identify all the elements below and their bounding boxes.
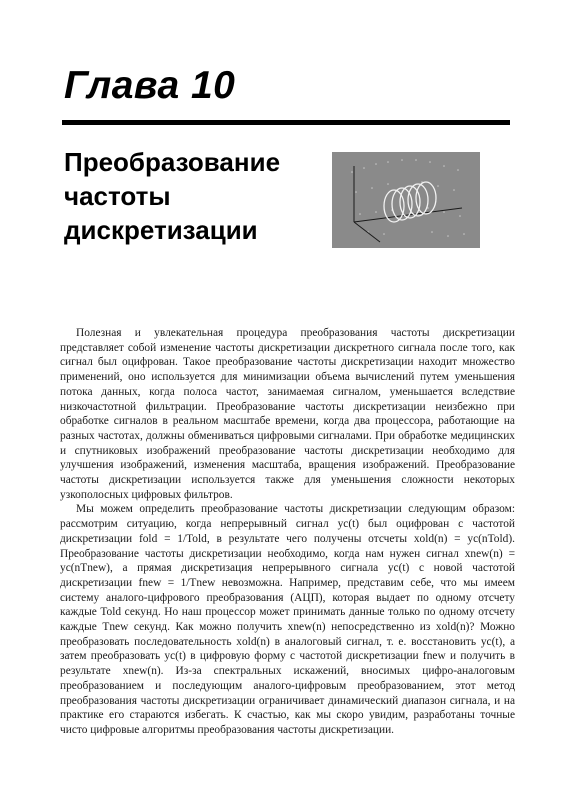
body-text [60, 326, 515, 738]
chapter-title [64, 145, 334, 247]
chapter-title-line-2: частоты [64, 181, 171, 211]
chapter-title-line-3: дискретизации [64, 215, 258, 245]
chapter-rule [62, 120, 510, 125]
paragraph-2: Мы можем определить преобразование частоты дискретизации следующим образом: рассмотрим ситуацию, когда непрерывный сигнал yc(t) был оцифрован с частотой дискретизации fold = 1/Told, в результате чего получены отсчеты xold(n) = yc(nTold). Преобразование частоты дискретизации необходимо, когда нам нужен сигнал xnew(n) = yc(nTnew), а прямая дискретизация непрерывного сигнала yc(t) с новой частотой дискретизации fnew = 1/Tnew невозможна. Например, представим себе, что мы имеем систему аналого-цифрового преобразования (АЦП), которая выдает по одному отсчету каждые Told секунд. Но наш процессор может принимать данные только по одному отсчету каждые Tnew секунд. Как можно получить xnew(n) непосредственно из xold(n)? Можно преобразовать последовательность xold(n) в аналоговый сигнал, т. е. восстановить yc(t), а затем преобразовать yc(t) в цифровую форму с частотой дискретизации fnew и получить в результате xnew(n). Из-за спектральных искажений, вносимых цифро-аналоговым преобразованием и последующим аналого-цифровым преобразованием, этот метод преобразования частоты дискретизации ограничивает динамический диапазон сигнала, и на практике его стараются избегать. К счастью, как мы скоро увидим, разработаны точные чисто цифровые алгоритмы преобразования частоты дискретизации. [60, 503, 515, 736]
chapter-title-line-1: Преобразование [64, 147, 281, 177]
chapter-label: Глава 10 [64, 64, 236, 107]
paragraph-1: Полезная и увлекательная процедура преобразования частоты дискретизации представляет собой изменение частоты дискретизации дискретного сигнала после того, как сигнал был оцифрован. Такое преобразование частоты дискретизации находит множество применений, оно используется для минимизации объема вычислений путем уменьшения потока данных, когда полоса частот, занимаемая сигналом, уменьшается вследствие низкочастотной фильтрации. Преобразование частоты дискретизации неизбежно при обработке сигналов в реальном масштабе времени, когда два процессора, работающие на разных частотах, должны обмениваться цифровыми сигналами. При обработке медицинских и спутниковых изображений преобразование частоты дискретизации необходимо для улучшения изображений, изменения масштаба, вращения изображений. Преобразование частоты дискретизации используется также для уменьшения сложности некоторых узкополосных цифровых фильтров. [60, 327, 515, 501]
chapter-illustration [332, 152, 480, 248]
